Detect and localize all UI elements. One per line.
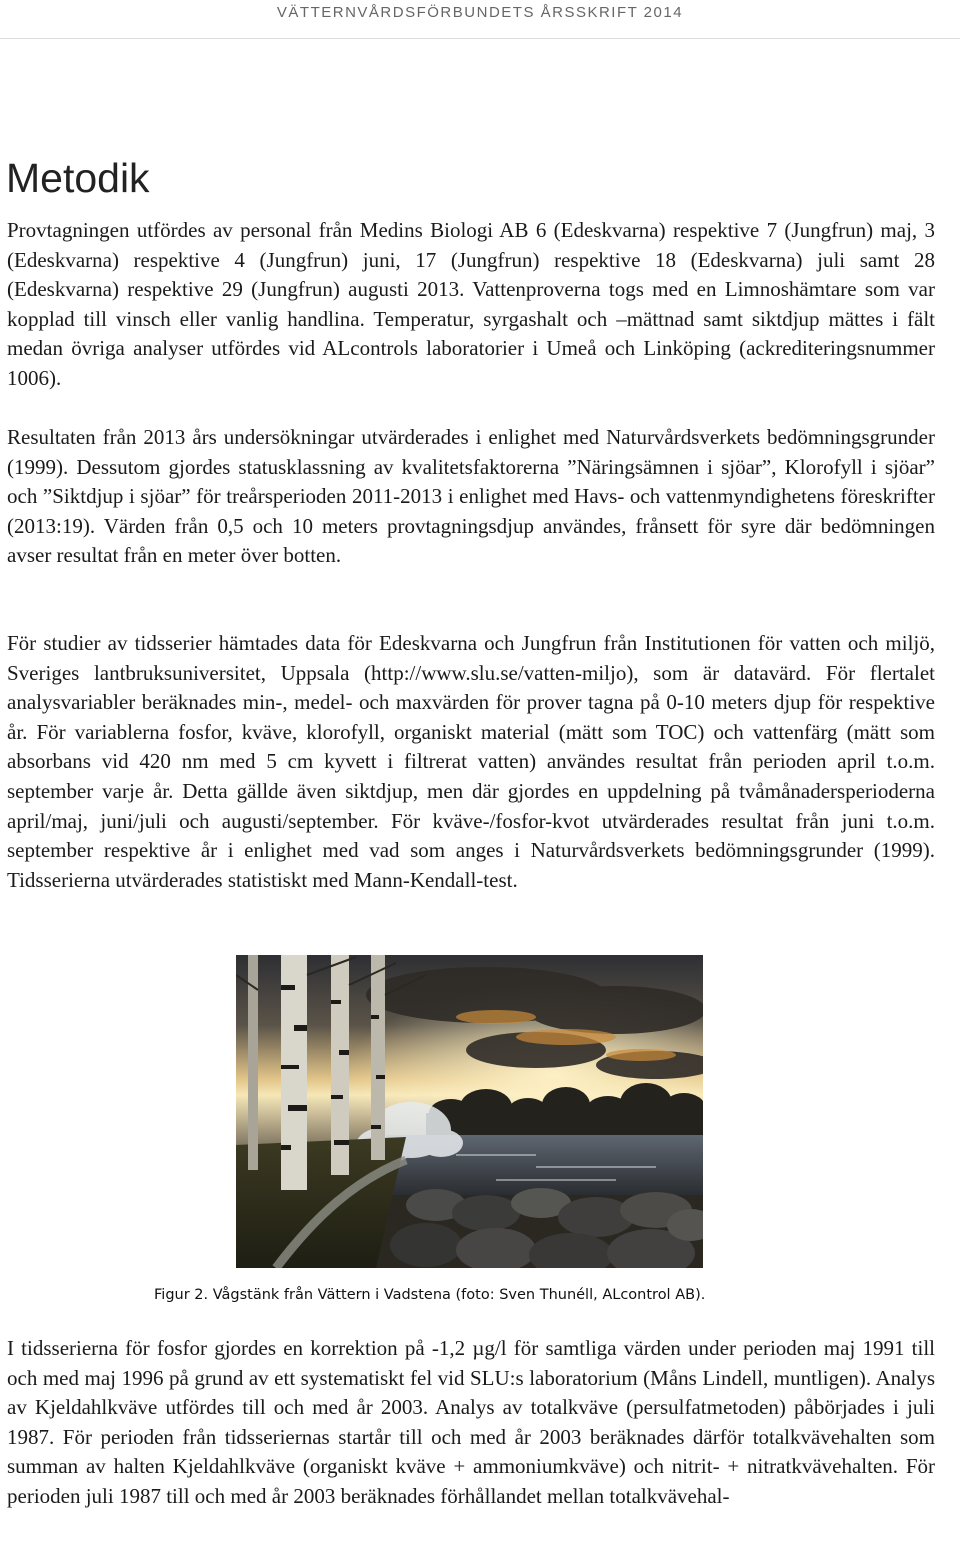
lake-birch-photo-illustration (236, 955, 703, 1268)
running-head: VÄTTERNVÅRDSFÖRBUNDETS ÅRSSKRIFT 2014 (276, 4, 684, 21)
paragraph-time-series: För studier av tidsserier hämtades data för Edeskvarna och Jungfrun från Institutionen för vatten och miljö, Sveriges lantbruksuniversitet, Uppsala (http://www.slu.se/vatten-miljo), som är datavärd. För flertalet analysvariabler beräknades min-, medel- och maxvärden för prover tagna på 0-10 meters djup för respektive år. För variablerna fosfor, kväve, klorofyll, organiskt material (mätt som TOC) och vattenfärg (mätt som absorbans vid 420 nm med 5 cm kyvett i filtrerat vatten) användes resultat från perioden april t.o.m. september varje år. Detta gällde även siktdjup, men där gjordes en uppdelning på tvåmånadersperioderna april/maj, juni/juli och augusti/september. För kväve-/fosfor-kvot utvärderades resultat från juni t.o.m. september respektive år i enlighet med vad som anges i Naturvårdsverkets bedömningsgrunder (1999). Tidsserierna utvärderades statistiskt med Mann-Kendall-test. (7, 631, 935, 892)
rocks (390, 1188, 703, 1268)
paragraph-assessment: Resultaten från 2013 års undersökningar utvärderades i enlighet med Naturvårdsverkets bedömningsgrunder (1999). Dessutom gjordes statusklassning av kvalitetsfaktorerna ”Näringsämnen i sjöar”, Klorofyll i sjöar” och ”Siktdjup i sjöar” för treårsperioden 2011-2013 i enlighet med Havs- och vattenmyndighetens föreskrifter (2013:19). Värden från 0,5 och 10 meters provtagningsdjup användes, frånsett för syre där bedömningen avser resultat från en meter över botten. (7, 425, 935, 568)
figure-photo (236, 955, 703, 1268)
paragraph-sampling: Provtagningen utfördes av personal från Medins Biologi AB 6 (Edeskvarna) respektive 7 (Jungfrun) maj, 3 (Edeskvarna) respektive 4 (Jungfrun) juni, 17 (Jungfrun) respektive 18 (Edeskvarna) juli samt 28 (Edeskvarna) respektive 29 (Jungfrun) augusti 2013. Vattenproverna togs med en Limnoshämtare som var kopplad till vinsch eller vanlig handlina. Temperatur, syrgashalt och –mättnad samt siktdjup mättes i fält medan övriga analyser utfördes vid ALcontrols laboratorier i Umeå och Linköping (ackrediteringsnummer 1006). (7, 218, 935, 390)
figure-caption: Figur 2. Vågstänk från Vättern i Vadstena (foto: Sven Thunéll, ALcontrol AB). (154, 1287, 706, 1303)
header-rule (0, 38, 960, 39)
section-heading: Metodik (6, 155, 150, 201)
paragraph-corrections: I tidsserierna för fosfor gjordes en korrektion på -1,2 µg/l för samtliga värden under perioden maj 1991 till och med maj 1996 på grund av ett systematiskt fel vid SLU:s laboratorium (Måns Lindell, muntligen). Analys av Kjeldahlkväve utfördes till och med år 2003. Analys av totalkväve (persulfatmetoden) påbörjades i juli 1987. För perioden från tidsseriernas startår till och med år 2003 beräknades därför totalkvävehalten som summan av halten Kjeldahlkväve (organiskt kväve + ammoniumkväve) och nitrit- + nitratkvävehalten. För perioden juli 1987 till och med år 2003 beräknades förhållandet mellan totalkvävehal- (7, 1336, 935, 1508)
